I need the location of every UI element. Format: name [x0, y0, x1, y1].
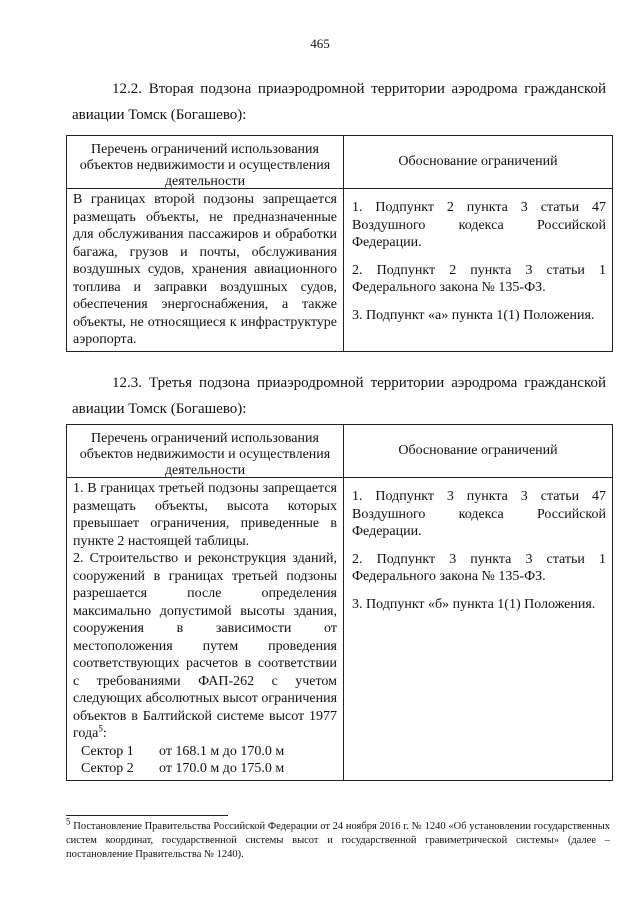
col-left-header: Перечень ограничений использования объектов недвижимости и осуществления деятельности — [79, 431, 331, 478]
sector-row — [73, 743, 337, 761]
footnote-divider — [66, 815, 228, 816]
section-heading-line1: 12.2. Вторая подзона приаэродромной территории аэродрома гражданской — [112, 81, 606, 97]
section-heading-line2: авиации Томск (Богашево): — [72, 401, 247, 417]
col-right-header: Обоснование ограничений — [398, 443, 558, 459]
section-heading-12-3 — [74, 370, 606, 422]
justification-item: 2. Подпункт 2 пункта 3 статьи 1 Федерального закона № 135-ФЗ. — [352, 262, 606, 295]
table-header-row — [67, 136, 613, 189]
sector-range: от 170.0 м до 175.0 м — [159, 761, 285, 776]
table-header-row — [67, 425, 613, 478]
justification-item: 2. Подпункт 3 пункта 3 статьи 1 Федерального закона № 135-ФЗ. — [352, 551, 606, 584]
justification-item: 3. Подпункт «б» пункта 1(1) Положения. — [352, 596, 596, 612]
justification-cell — [344, 189, 613, 352]
restrictions-table-12-3 — [66, 424, 613, 781]
sector-name: Сектор 2 — [81, 761, 134, 776]
restriction-cell — [67, 189, 344, 352]
table-row — [67, 189, 613, 352]
section-heading-line2: авиации Томск (Богашево): — [72, 107, 247, 123]
restriction-item-2-text: 2. Строительство и реконструкция зданий, сооружений в границах третьей подзоны разрешается после определения максимально допустимой высоты здания, сооружения в зависимости от местоположения путем проведения соответствующих расчетов в соответствии с требованиями ФАП-262 с учетом следующих абсолютных высот ограничения объектов в Балтийской системе высот 1977 года — [73, 551, 338, 741]
header-cell-right — [344, 136, 613, 189]
page-number: 465 — [310, 36, 330, 51]
footnote-reference[interactable]: 5 — [98, 723, 103, 734]
footnote — [66, 816, 611, 862]
header-cell-right — [344, 425, 613, 478]
restriction-item-1: 1. В границах третьей подзоны запрещается размещать объекты, высота которых превышает ограничения, приведенные в пункте 2 настоящей таблицы. — [73, 481, 337, 549]
sector-range: от 168.1 м до 170.0 м — [159, 743, 285, 759]
footnote-mark: 5 — [66, 816, 71, 827]
table-row — [67, 478, 613, 781]
header-cell-left — [67, 136, 344, 189]
justification-cell — [344, 478, 613, 781]
col-right-header: Обоснование ограничений — [398, 154, 558, 170]
sector-name: Сектор 1 — [81, 743, 134, 759]
footnote-text: Постановление Правительства Российской Федерации от 24 ноября 2016 г. № 1240 «Об установлении государственных систем координат, государственной системы высот и государственной гравиметрической системы» (далее – постановление Правительства № 1240). — [66, 821, 611, 860]
header-cell-left — [67, 425, 344, 478]
section-heading-line1: 12.3. Третья подзона приаэродромной территории аэродрома гражданской — [112, 375, 606, 391]
restriction-item-2-end: : — [102, 726, 107, 741]
sector-row — [73, 760, 337, 778]
restriction-cell — [67, 478, 344, 781]
restriction-text: В границах второй подзоны запрещается размещать объекты, не предназначенные для обслуживания пассажиров и обработки багажа, грузов и почты, обслуживания воздушных судов, хранения авиационного топлива и заправки воздушных судов, обеспечения энергоснабжения, а также объекты, не относящиеся к инфраструктуре аэропорта. — [73, 192, 337, 347]
justification-item: 1. Подпункт 3 пункта 3 статьи 47 Воздушного кодекса Российской Федерации. — [352, 489, 606, 539]
col-left-header: Перечень ограничений использования объектов недвижимости и осуществления деятельности — [79, 142, 331, 189]
section-heading-12-2 — [74, 76, 606, 128]
restriction-item-2 — [73, 550, 337, 743]
restrictions-table-12-2 — [66, 135, 613, 352]
justification-item: 1. Подпункт 2 пункта 3 статьи 47 Воздушного кодекса Российской Федерации. — [352, 200, 606, 250]
justification-item: 3. Подпункт «а» пункта 1(1) Положения. — [352, 307, 595, 323]
